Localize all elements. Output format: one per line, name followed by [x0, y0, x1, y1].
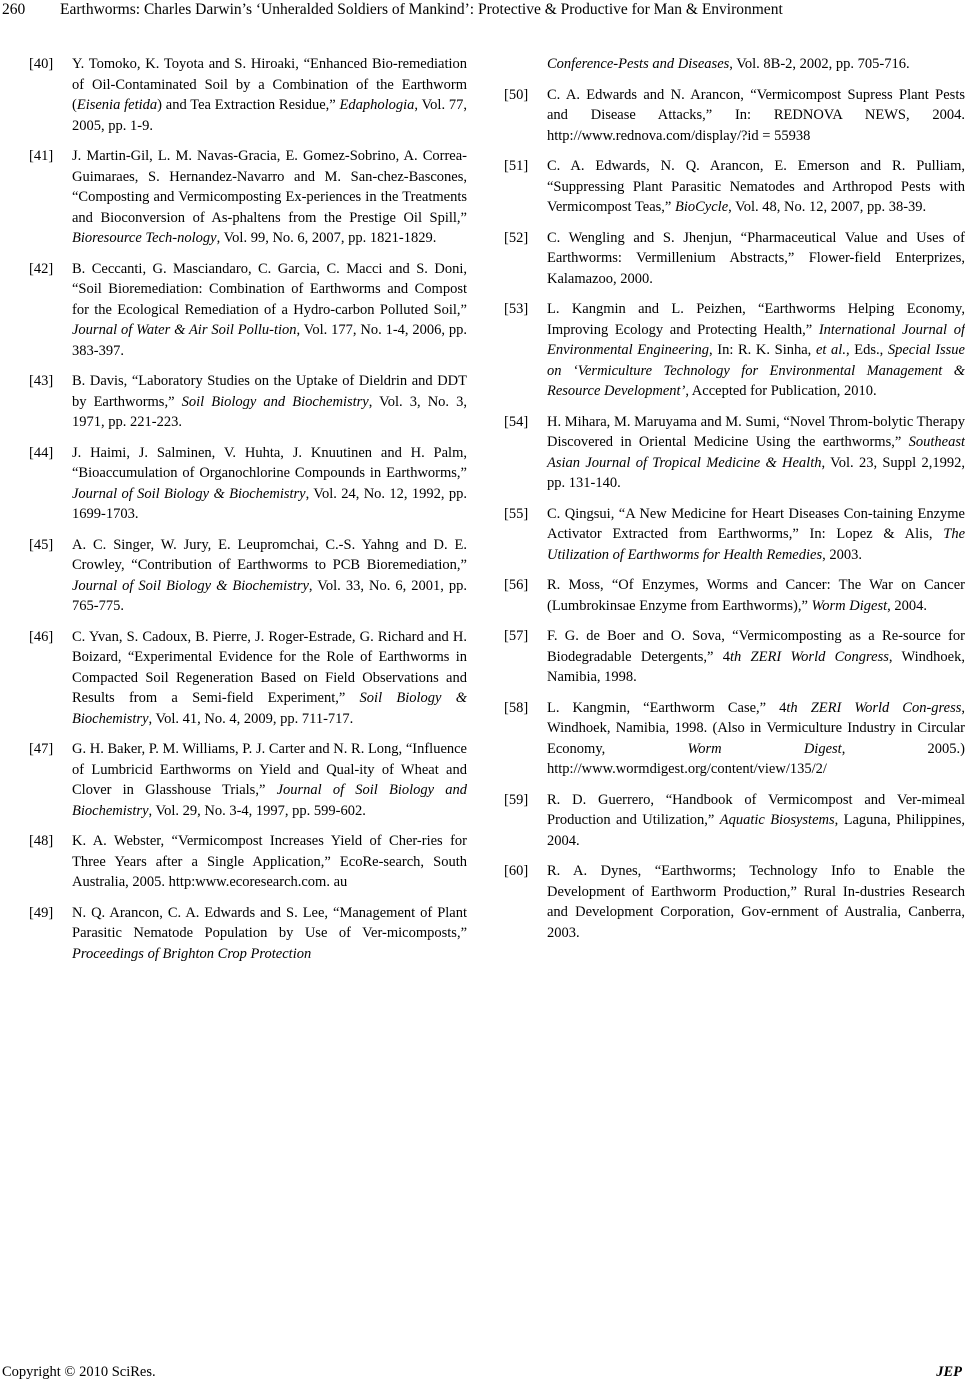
reference-entry — [29, 371, 467, 433]
reference-italic-segment: Aquatic Biosystems — [719, 812, 835, 828]
reference-italic-segment: Journal of Soil Biology and Biochemistry — [72, 782, 468, 819]
reference-segment: K. A. Webster, “Vermicompost Increases Yield of Cher-ries for Three Years after a Single Application,” EcoRe-search, South Australia, 2005. http:www.ecoresearch.com. au — [72, 833, 467, 890]
reference-segment: C. A. Edwards, N. Q. Arancon, E. Emerson and R. Pulliam, “Suppressing Plant Parasitic Nematodes and Arthropod Pests with Vermicompost Teas,” — [547, 158, 965, 215]
reference-italic-segment: Journal of Soil Biology & Biochemistry — [72, 577, 309, 594]
page-header — [0, 0, 965, 24]
reference-segment: R. D. Guerrero, “Handbook of Vermicompost and Ver-mimeal Production and Utilization,” — [547, 791, 965, 828]
reference-number: [43] — [29, 373, 54, 389]
reference-entry — [504, 156, 965, 218]
reference-number: [55] — [504, 505, 529, 522]
reference-number: [50] — [504, 86, 529, 103]
reference-entry — [504, 299, 965, 402]
references-left-column — [29, 54, 467, 974]
reference-segment: , Vol. 23, Suppl 2,1992, pp. 131-140. — [547, 454, 965, 491]
reference-segment: L. Kangmin and L. Peizhen, “Earthworms Helping Economy, Improving Ecology and Protecting Health,” — [547, 301, 965, 338]
reference-segment: , Windhoek, Namibia, 1998. — [547, 648, 965, 685]
reference-italic-segment: Journal of Soil Biology & Biochemistry — [72, 485, 306, 502]
reference-text — [72, 445, 467, 523]
reference-number: [45] — [29, 536, 54, 553]
reference-number: [51] — [504, 158, 529, 174]
reference-segment: , Vol. 8B-2, 2002, pp. 705-716. — [729, 56, 910, 72]
reference-text — [72, 56, 467, 134]
reference-text — [72, 148, 467, 246]
reference-italic-segment: Conference-Pests and Diseases — [547, 56, 730, 72]
reference-number: [41] — [29, 148, 54, 164]
reference-segment: J. Martin-Gil, L. M. Navas-Gracia, E. Gomez-Sobrino, A. Correa-Guimaraes, S. Hernandez-Navarro and M. San-chez-Bascones, “Composting and Vermicomposting Ex-periences in the Treatments and Bioconversion of As-phaltens from the Prestige Oil Spill,” — [72, 148, 467, 226]
reference-entry — [504, 790, 965, 852]
reference-segment: , Windhoek, Namibia, 1998. (Also in Vermiculture Industry in Circular Economy, — [547, 699, 965, 757]
reference-entry — [29, 535, 467, 617]
reference-entry — [504, 228, 965, 290]
reference-italic-segment: et al. — [815, 342, 846, 358]
reference-entry — [29, 903, 467, 965]
reference-text — [72, 905, 467, 962]
reference-segment: , Vol. 33, No. 6, 2001, pp. 765-775. — [72, 577, 467, 614]
reference-segment: , Eds., — [845, 342, 888, 358]
reference-entry — [29, 54, 467, 136]
reference-text — [547, 56, 910, 72]
reference-segment: R. Moss, “Of Enzymes, Worms and Cancer: The War on Cancer (Lumbrokinsae Enzyme from Earthworms),” — [547, 577, 965, 614]
reference-text — [547, 301, 965, 399]
reference-text — [547, 414, 965, 492]
reference-italic-segment: Worm Digest — [687, 740, 842, 757]
reference-entry — [504, 54, 965, 75]
reference-italic-segment: Journal of Water & Air Soil Pollu-tion — [72, 322, 297, 338]
reference-number: [58] — [504, 699, 529, 716]
reference-italic-segment: th ZERI World Con-gress — [786, 699, 962, 716]
reference-text — [547, 792, 965, 849]
reference-entry — [29, 146, 467, 249]
reference-segment: H. Mihara, M. Maruyama and M. Sumi, “Novel Throm-bolytic Therapy Discovered in Oriental Medicine Using the earthworms,” — [547, 413, 965, 450]
reference-entry — [29, 627, 467, 730]
reference-number: [42] — [29, 260, 54, 277]
journal-abbreviation: JEP — [936, 1364, 962, 1380]
reference-number: [49] — [29, 904, 54, 921]
reference-text — [547, 863, 965, 941]
reference-segment: N. Q. Arancon, C. A. Edwards and S. Lee, “Management of Plant Parasitic Nematode Population by Use of Ver-micomposts,” — [72, 904, 467, 941]
reference-number: [52] — [504, 229, 529, 246]
reference-number: [56] — [504, 577, 529, 593]
reference-segment: B. Davis, “Laboratory Studies on the Uptake of Dieldrin and DDT by Earthworms,” — [72, 373, 467, 410]
reference-italic-segment: BioCycle — [674, 199, 729, 215]
reference-segment: B. Ceccanti, G. Masciandaro, C. Garcia, C. Macci and S. Doni, “Soil Bioremediation: Combination of Earthworms and Compost for the Ecological Remediation of a Hydro-carbon Polluted Soil,” — [72, 260, 467, 318]
reference-text — [72, 833, 467, 890]
reference-text — [547, 700, 965, 778]
reference-italic-segment: International Journal of Environmental Engineering — [547, 321, 965, 358]
reference-entry — [29, 831, 467, 893]
reference-segment: C. Yvan, S. Cadoux, B. Pierre, J. Roger-Estrade, G. Richard and H. Boizard, “Experimental Evidence for the Role of Earthworms in Compacted Soil Regeneration Based on Field Observations and Results from a Semi-field Experiment,” — [72, 628, 467, 706]
reference-entry — [504, 626, 965, 688]
reference-segment: , Laguna, Philippines, 2004. — [547, 812, 965, 849]
running-title: Earthworms: Charles Darwin’s ‘Unheralded Soldiers of Mankind’: Protective & Productive for Man & Environment — [60, 1, 783, 18]
reference-italic-segment: Soil Biology and Biochemistry — [181, 393, 369, 410]
references-right-column — [504, 54, 965, 953]
reference-text — [72, 261, 467, 359]
reference-entry — [29, 443, 467, 525]
reference-entry — [504, 504, 965, 566]
reference-segment: , Vol. 177, No. 1-4, 2006, pp. 383-397. — [72, 322, 467, 359]
reference-text — [72, 373, 467, 430]
reference-segment: , 2005.) http://www.wormdigest.org/content/view/135/2/ — [547, 740, 965, 777]
reference-italic-segment: Special Issue on ‘Vermiculture Technology for Environmental Management & Resource Development’ — [547, 342, 965, 399]
reference-segment: C. A. Edwards and N. Arancon, “Vermicompost Supress Plant Pests and Disease Attacks,” In: REDNOVA NEWS, 2004. http://www.rednova.com/display/?id = 55938 — [547, 86, 965, 144]
reference-entry — [29, 259, 467, 362]
reference-italic-segment: Proceedings of Brighton Crop Protection — [72, 945, 312, 962]
reference-text — [547, 230, 965, 287]
reference-number: [57] — [504, 628, 529, 644]
reference-italic-segment: Bioresource Tech-nology — [72, 230, 217, 246]
reference-segment: , In: R. K. Sinha, — [708, 342, 816, 358]
reference-text — [72, 629, 467, 727]
reference-segment: F. G. de Boer and O. Sova, “Vermicomposting as a Re-source for Biodegradable Detergents,” 4 — [547, 628, 965, 665]
reference-segment: R. A. Dynes, “Earthworms; Technology Info to Enable the Development of Earthworm Production,” Rural In-dustries Research and Development Corporation, Gov-ernment of Australia, Canberra, 2003. — [547, 863, 965, 941]
reference-text — [547, 506, 965, 563]
copyright-notice: Copyright © 2010 SciRes. — [2, 1364, 156, 1380]
reference-text — [547, 87, 965, 144]
reference-number: [54] — [504, 413, 529, 430]
reference-segment: , Vol. 29, No. 3-4, 1997, pp. 599-602. — [148, 802, 366, 819]
reference-segment: Y. Tomoko, K. Toyota and S. Hiroaki, “Enhanced Bio-remediation of Oil-Contaminated Soil by a Combination of the Earthworm ( — [72, 56, 467, 113]
reference-segment: , 2004. — [887, 597, 928, 614]
page-footer — [0, 1364, 965, 1386]
reference-italic-segment: th ZERI World Congress — [729, 648, 889, 665]
reference-entry — [504, 575, 965, 616]
reference-entry — [29, 739, 467, 821]
reference-italic-segment: Eisenia fetida — [76, 97, 158, 113]
reference-segment: , Vol. 24, No. 12, 1992, pp. 1699-1703. — [72, 485, 467, 522]
reference-segment: , Vol. 99, No. 6, 2007, pp. 1821-1829. — [216, 230, 437, 246]
reference-italic-segment: Worm Digest — [811, 597, 888, 614]
reference-italic-segment: Southeast Asian Journal of Tropical Medicine & Health — [547, 434, 965, 471]
reference-number: [59] — [504, 791, 529, 808]
reference-segment: , Accepted for Publication, 2010. — [685, 383, 877, 399]
reference-segment: , 2003. — [822, 546, 862, 563]
reference-number: [53] — [504, 301, 529, 317]
reference-entry — [504, 861, 965, 943]
reference-segment: , Vol. 77, 2005, pp. 1-9. — [72, 97, 467, 134]
reference-italic-segment: Soil Biology & Biochemistry — [72, 690, 468, 727]
reference-segment: , Vol. 41, No. 4, 2009, pp. 711-717. — [148, 710, 354, 727]
reference-segment: J. Haimi, J. Salminen, V. Huhta, J. Knuutinen and H. Palm, “Bioaccumulation of Organochlorine Compounds in Earthworms,” — [72, 444, 467, 481]
reference-segment: ) and Tea Extraction Residue,” — [157, 97, 340, 113]
reference-italic-segment: The Utilization of Earthworms for Health Remedies — [547, 526, 965, 563]
reference-number: [46] — [29, 628, 54, 645]
reference-segment: C. Wengling and S. Jhenjun, “Pharmaceutical Value and Uses of Earthworms: Vermillenium Abstracts,” Flower-field Enterprizes, Kalamazoo, 2000. — [547, 229, 965, 287]
reference-number: [47] — [29, 741, 54, 757]
reference-text — [72, 537, 467, 615]
reference-text — [72, 741, 467, 819]
reference-number: [48] — [29, 833, 54, 849]
reference-segment: , Vol. 48, No. 12, 2007, pp. 38-39. — [728, 199, 927, 215]
reference-number: [40] — [29, 56, 54, 72]
reference-segment: L. Kangmin, “Earthworm Case,” 4 — [547, 699, 787, 716]
reference-text — [547, 577, 965, 614]
reference-segment: A. C. Singer, W. Jury, E. Leupromchai, C.-S. Yahng and D. E. Crowley, “Contribution of Earthworms to PCB Bioremediation,” — [72, 536, 467, 573]
reference-entry — [504, 698, 965, 780]
reference-entry — [504, 85, 965, 147]
reference-text — [547, 628, 965, 685]
reference-segment: G. H. Baker, P. M. Williams, P. J. Carter and N. R. Long, “Influence of Lumbricid Earthworms on Yield and Qual-ity of Wheat and Clover in Glasshouse Trials,” — [72, 741, 467, 798]
reference-number: [60] — [504, 863, 529, 879]
reference-segment: , Vol. 3, No. 3, 1971, pp. 221-223. — [72, 393, 467, 430]
page-number: 260 — [2, 1, 26, 18]
reference-segment: C. Qingsui, “A New Medicine for Heart Diseases Con-taining Enzyme Activator Extracted from Earthworms,” In: Lopez & Alis, — [547, 505, 965, 542]
reference-entry — [504, 412, 965, 494]
reference-italic-segment: Edaphologia — [339, 97, 415, 113]
reference-text — [547, 158, 965, 215]
reference-number: [44] — [29, 444, 54, 461]
